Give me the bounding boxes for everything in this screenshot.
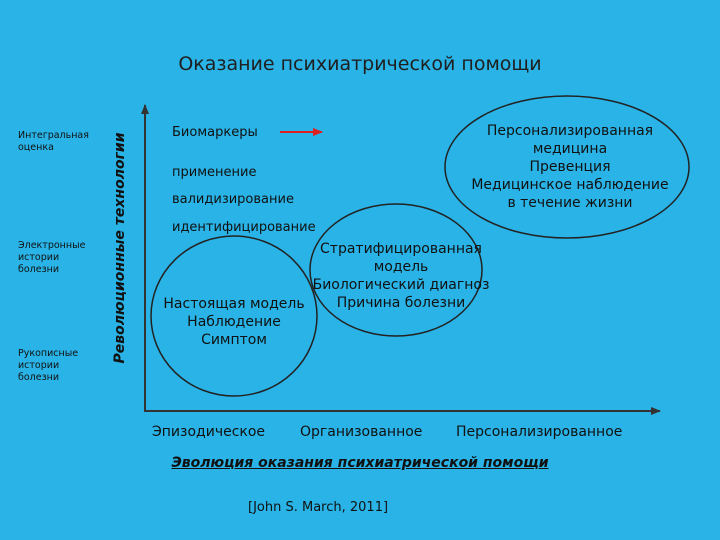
vertical-axis-label: Революционные технологии [112, 132, 128, 364]
level-identification: идентифицирование [172, 220, 316, 235]
x-axis-title: Эволюция оказания психиатрической помощи [171, 455, 549, 471]
circle-personalized-text [470, 122, 670, 212]
circle-stratified-text [306, 240, 496, 312]
left-label-handwritten-records: Рукописные истории болезни [18, 348, 79, 383]
x-tick-organized: Организованное [300, 424, 423, 440]
x-tick-personalized: Персонализированное [456, 424, 623, 440]
left-label-integral-assessment: Интегральная оценка [18, 130, 89, 153]
level-biomarkers: Биомаркеры [172, 125, 258, 140]
stratified-model-label: модель [373, 259, 429, 275]
lifelong-label: в течение жизни [507, 195, 633, 211]
present-symptom-label: Симптом [201, 332, 267, 348]
slide-title: Оказание психиатрической помощи [178, 53, 542, 75]
biological-diagnosis-label: Биологический диагноз [312, 277, 490, 293]
medicine-label: медицина [532, 141, 608, 157]
left-label-electronic-records: Электронные истории болезни [18, 240, 86, 275]
present-model-label: Настоящая модель [163, 296, 305, 312]
stratified-label: Стратифицированная [320, 241, 482, 257]
medical-observation-label: Медицинское наблюдение [471, 177, 669, 193]
present-observation-label: Наблюдение [187, 314, 281, 330]
level-validation: валидизирование [172, 192, 294, 207]
circle-present-text [154, 295, 314, 349]
x-tick-episodic: Эпизодическое [152, 424, 266, 440]
personalized-label: Персонализированная [486, 123, 654, 139]
citation: [John S. March, 2011] [248, 500, 389, 515]
disease-cause-label: Причина болезни [336, 295, 466, 311]
prevention-label: Превенция [529, 159, 611, 175]
level-application: применение [172, 165, 257, 180]
